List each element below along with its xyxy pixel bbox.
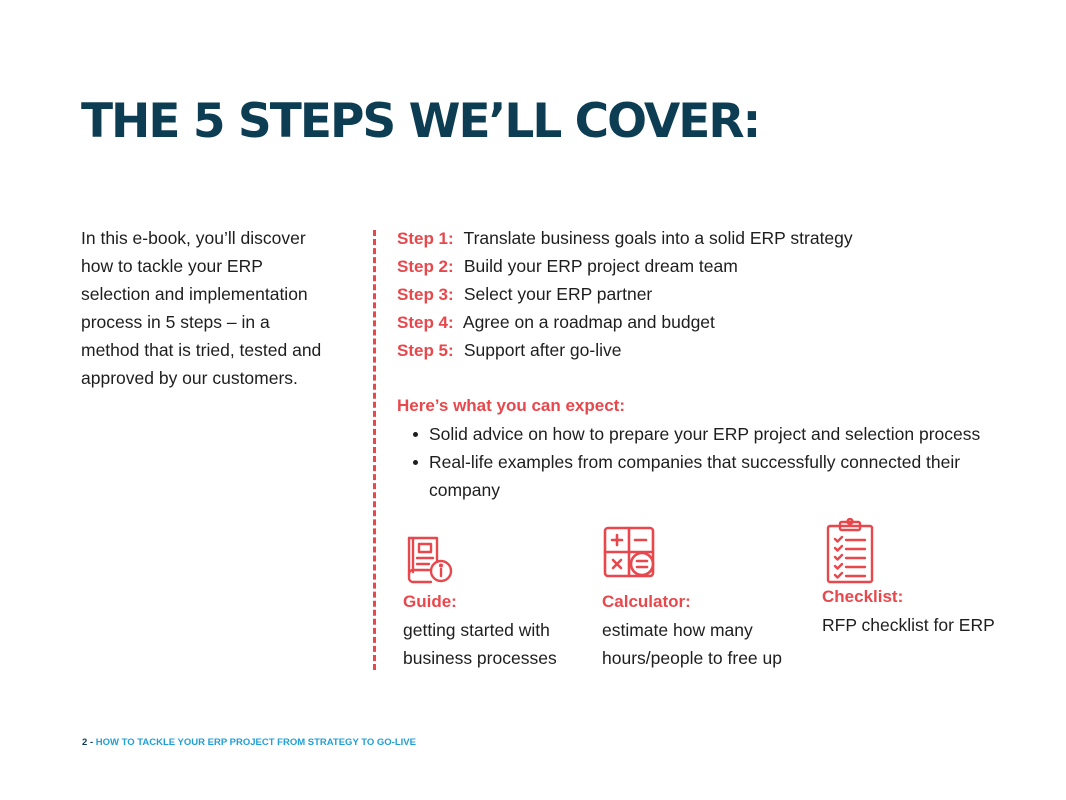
list-item: Real-life examples from companies that successfully connected their company <box>411 448 1011 504</box>
step-item <box>397 280 853 308</box>
page-footer <box>82 737 416 748</box>
dashed-divider <box>373 230 376 670</box>
expect-heading: Here’s what you can expect: <box>397 396 626 415</box>
resource-description: RFP checklist for ERP <box>822 615 995 635</box>
resource-description: getting started with business processes <box>403 620 557 668</box>
step-item <box>397 308 853 336</box>
resource-title: Guide: <box>403 592 457 611</box>
calculator-icon <box>602 520 660 584</box>
step-item <box>397 252 853 280</box>
checklist-icon <box>822 518 876 584</box>
footer-title: HOW TO TACKLE YOUR ERP PROJECT FROM STRATEGY TO GO-LIVE <box>95 737 416 748</box>
resource-guide[interactable] <box>403 520 603 672</box>
step-text: Select your ERP partner <box>463 284 653 304</box>
page-title: THE 5 STEPS WE’LL COVER: <box>81 94 760 149</box>
resource-title: Calculator: <box>602 592 691 611</box>
step-label: Step 5: <box>397 341 454 360</box>
step-text: Translate business goals into a solid ERP strategy <box>463 228 853 248</box>
intro-text: In this e-book, you’ll discover how to tackle your ERP selection and implementation process in 5 steps – in a method that is tried, tested and approved by our customers. <box>81 228 322 388</box>
resource-calculator[interactable] <box>602 520 802 672</box>
step-item <box>397 224 853 252</box>
footer-separator: - <box>89 737 94 748</box>
step-label: Step 2: <box>397 257 454 276</box>
expect-list <box>411 420 1011 504</box>
step-text: Agree on a roadmap and budget <box>462 312 715 332</box>
step-label: Step 4: <box>397 313 454 332</box>
resource-description: estimate how many hours/people to free up <box>602 620 782 668</box>
step-text: Support after go-live <box>463 340 622 360</box>
step-item <box>397 336 853 364</box>
resource-title: Checklist: <box>822 587 904 606</box>
list-item: Solid advice on how to prepare your ERP project and selection process <box>411 420 1011 448</box>
guide-book-icon <box>403 520 455 584</box>
step-label: Step 1: <box>397 229 454 248</box>
step-label: Step 3: <box>397 285 454 304</box>
resource-checklist[interactable] <box>822 518 1022 639</box>
page-number: 2 <box>82 737 88 748</box>
step-text: Build your ERP project dream team <box>463 256 738 276</box>
steps-list <box>397 224 853 364</box>
